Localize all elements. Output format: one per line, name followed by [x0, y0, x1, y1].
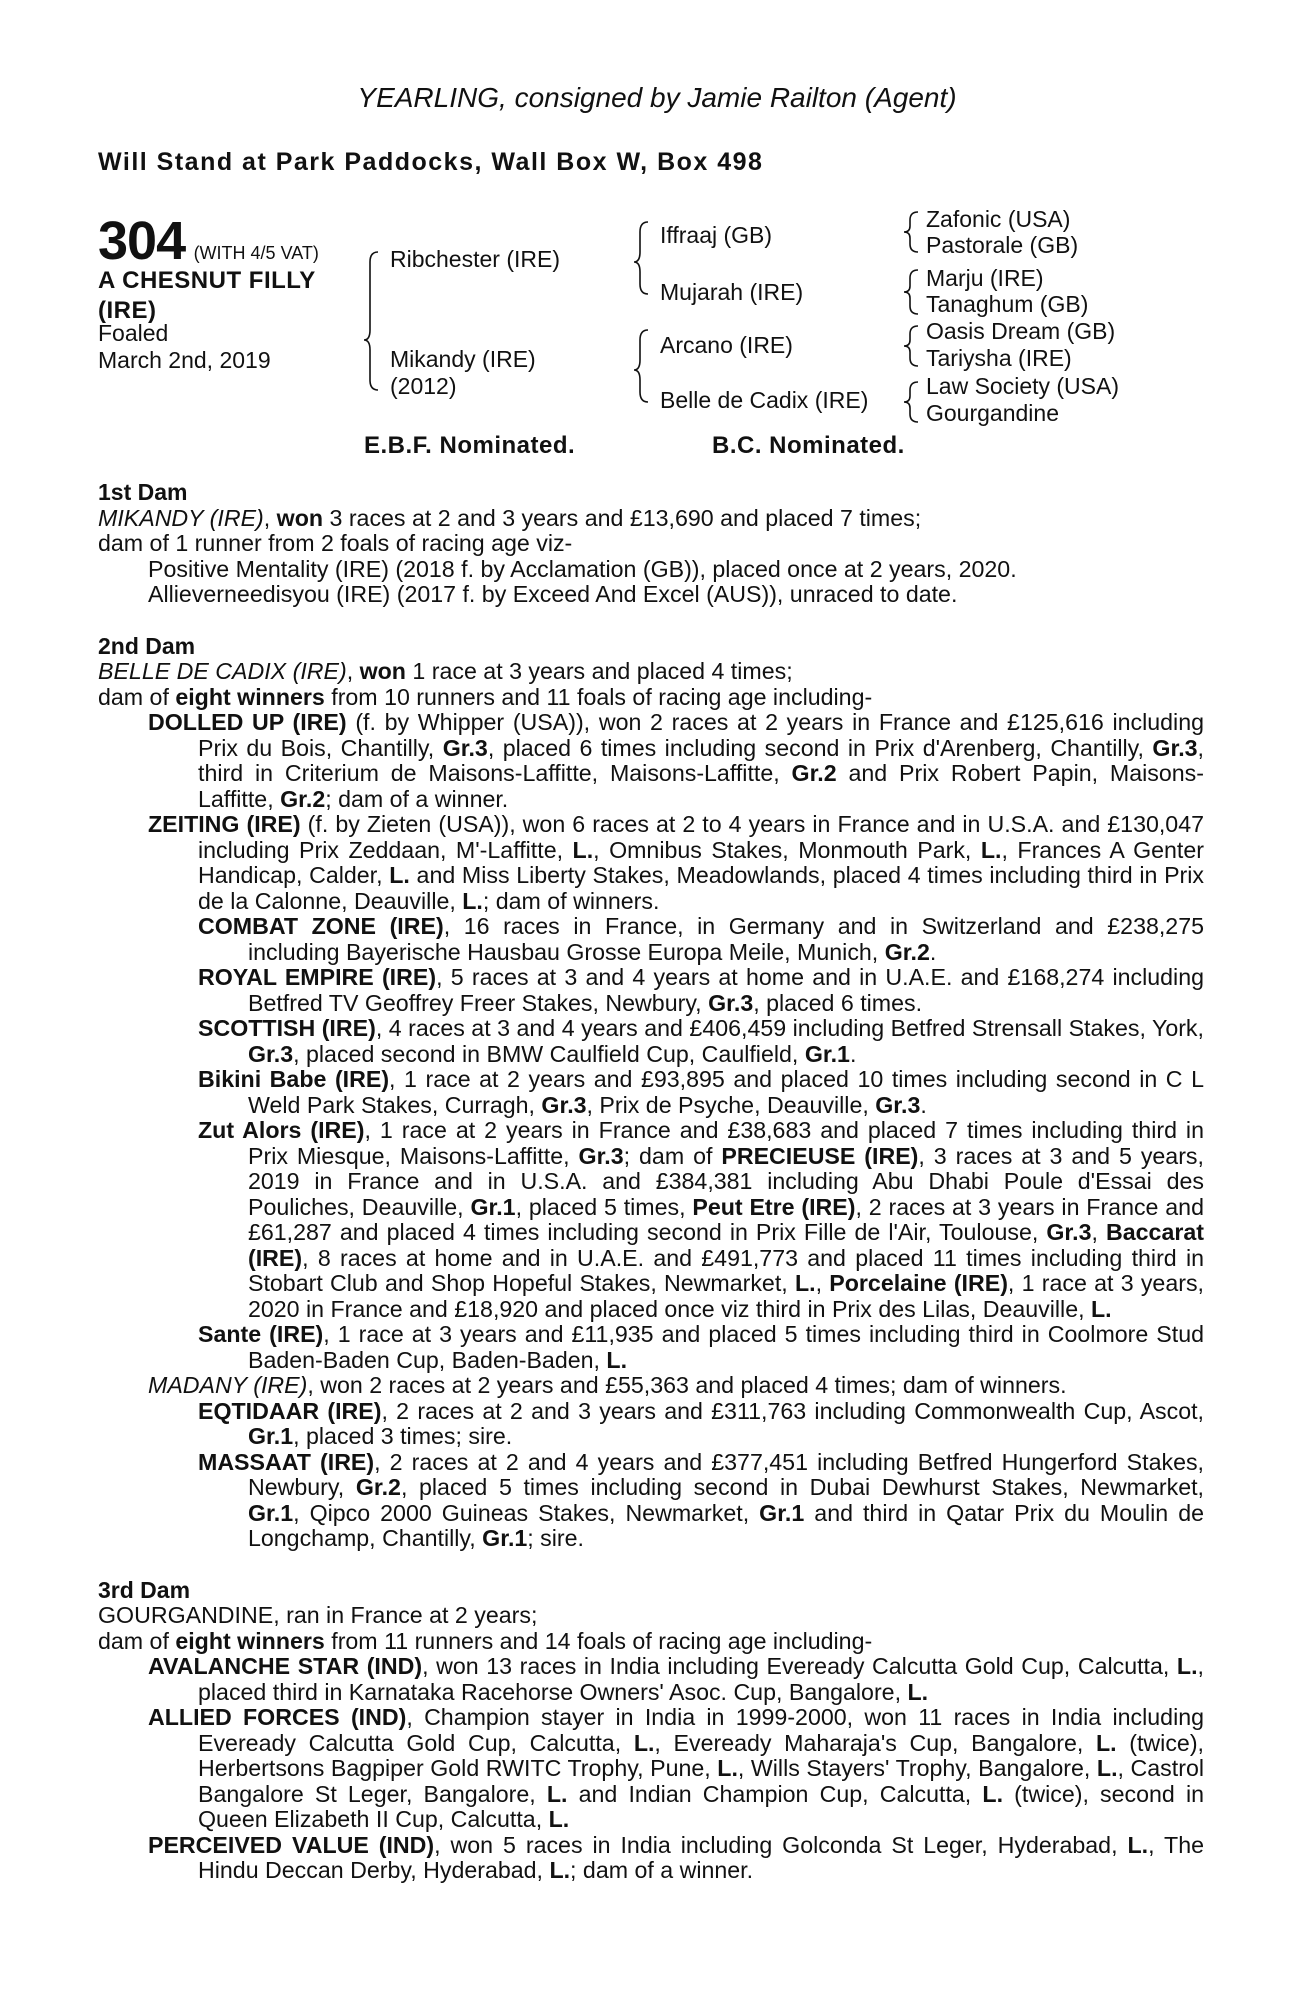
first-dam-won: won	[276, 504, 324, 531]
ggp-1: Zafonic (USA)	[926, 206, 1071, 232]
third-dam-record: GOURGANDINE, ran in France at 2 years;	[98, 1602, 538, 1628]
vat-note: (WITH 4/5 VAT)	[193, 243, 319, 263]
first-dam-heading: 1st Dam	[98, 479, 188, 505]
ggp-3: Marju (IRE)	[926, 265, 1044, 291]
bracket-dam	[634, 330, 648, 402]
ggp-2: Pastorale (GB)	[926, 232, 1079, 258]
produce-zut-alors: Zut Alors (IRE), 1 race at 2 years in France and £38,683 and placed 7 times including third in Prix Miesque, Maisons-Laffitte, Gr.3; dam of PRECIEUSE (IRE), 3 races at 3 and 5 years, 2019 in France and in U.S.A. and £384,381 including Abu Dhabi Poule d'Essai des Pouliches, Deauville, Gr.1, placed 5 times, Peut Etre (IRE), 2 races at 3 years in France and £61,287 and placed 4 times including second in Prix Fille de l'Air, Toulouse, Gr.3, Baccarat (IRE), 8 races at home and in U.A.E. and £491,773 and placed 11 times including third in Stobart Club and Shop Hopeful Stakes, Newmarket, L., Porcelaine (IRE), 1 race at 3 years, 2020 in France and £18,920 and placed once viz third in Prix des Lilas, Deauville, L.	[198, 1117, 1204, 1322]
dam-dam-name: Belle de Cadix (IRE)	[660, 387, 869, 413]
third-dam-heading: 3rd Dam	[98, 1576, 191, 1603]
first-dam-record: MIKANDY (IRE), won 3 races at 2 and 3 years and £13,690 and placed 7 times;	[98, 504, 922, 531]
lot-name-line2: (IRE)	[98, 297, 157, 324]
ggp-8: Gourgandine	[926, 400, 1059, 426]
produce-sante: Sante (IRE), 1 race at 3 years and £11,935 and placed 5 times including third in Coolmore Stud Baden-Baden Cup, Baden-Baden, L.	[198, 1321, 1204, 1373]
produce-dolled-up: DOLLED UP (IRE) (f. by Whipper (USA)), won 2 races at 2 years in France and £125,616 including Prix du Bois, Chantilly, Gr.3, placed 6 times including second in Prix d'Arenberg, Chantilly, Gr.3, third in Criterium de Maisons-Laffitte, Maisons-Laffitte, Gr.2 and Prix Robert Papin, Maisons-Laffitte, Gr.2; dam of a winner.	[148, 709, 1204, 812]
bracket-arcano	[904, 326, 918, 366]
ebf-nomination: E.B.F. Nominated.	[364, 432, 576, 459]
produce-avalanche-star: AVALANCHE STAR (IND), won 13 races in India including Eveready Calcutta Gold Cup, Calcutta, L., placed third in Karnataka Racehorse Owners' Asoc. Cup, Bangalore, L.	[148, 1653, 1204, 1705]
sire-dam-name: Mujarah (IRE)	[660, 279, 804, 305]
dam-sire-name: Arcano (IRE)	[660, 332, 793, 358]
ggp-7: Law Society (USA)	[926, 373, 1120, 399]
ggp-5: Oasis Dream (GB)	[926, 318, 1116, 344]
produce-perceived-value: PERCEIVED VALUE (IND), won 5 races in India including Golconda St Leger, Hyderabad, L., The Hindu Deccan Derby, Hyderabad, L.; dam of a winner.	[148, 1831, 1204, 1883]
first-dam-foal-2: Allieverneedisyou (IRE) (2017 f. by Exceed And Excel (AUS)), unraced to date.	[148, 581, 958, 607]
first-dam-produce: dam of 1 runner from 2 foals of racing age viz-	[98, 530, 573, 556]
bracket-mujarah	[904, 270, 918, 314]
produce-massaat: MASSAAT (IRE), 2 races at 2 and 4 years and £377,451 including Betfred Hungerford Stakes, Newbury, Gr.2, placed 5 times including second in Dubai Dewhurst Stakes, Newmarket, Gr.1, Qipco 2000 Guineas Stakes, Newmarket, Gr.1 and third in Qatar Prix du Moulin de Longchamp, Chantilly, Gr.1; sire.	[198, 1448, 1204, 1551]
produce-royal-empire: ROYAL EMPIRE (IRE), 5 races at 3 and 4 years at home and in U.A.E. and £168,274 including Betfred TV Geoffrey Freer Stakes, Newbury, Gr.3, placed 6 times.	[198, 964, 1204, 1016]
foaled-label: Foaled	[98, 320, 169, 346]
bracket-belle	[904, 382, 918, 422]
produce-madany: MADANY (IRE), won 2 races at 2 years and £55,363 and placed 4 times; dam of winners.	[148, 1372, 1067, 1398]
dam-year: (2012)	[390, 373, 457, 399]
produce-bikini-babe: Bikini Babe (IRE), 1 race at 2 years and £93,895 and placed 10 times including second in C L Weld Park Stakes, Curragh, Gr.3, Prix de Psyche, Deauville, Gr.3.	[198, 1066, 1204, 1118]
produce-allied-forces: ALLIED FORCES (IND), Champion stayer in India in 1999-2000, won 11 races in India including Eveready Calcutta Gold Cup, Calcutta, L., Eveready Maharaja's Cup, Bangalore, L. (twice), Herbertsons Bagpiper Gold RWITC Trophy, Pune, L., Wills Stayers' Trophy, Bangalore, L., Castrol Bangalore St Leger, Bangalore, L. and Indian Champion Cup, Calcutta, L. (twice), second in Queen Elizabeth II Cup, Calcutta, L.	[148, 1704, 1205, 1832]
second-dam-name: BELLE DE CADIX (IRE)	[98, 658, 347, 684]
dam-line-text	[98, 480, 1204, 1884]
bracket-sire	[634, 222, 648, 294]
lot-number: 304	[98, 211, 186, 271]
produce-zeiting: ZEITING (IRE) (f. by Zieten (USA)), won 6 races at 2 to 4 years in France and in U.S.A. and £130,047 including Prix Zeddaan, M'-Laffitte, L., Omnibus Stakes, Monmouth Park, L., Frances A Genter Handicap, Calder, L. and Miss Liberty Stakes, Meadowlands, placed 4 times including third in Prix de la Calonne, Deauville, L.; dam of winners.	[148, 811, 1205, 914]
ggp-4: Tanaghum (GB)	[926, 291, 1089, 317]
second-dam-heading: 2nd Dam	[98, 632, 196, 659]
bc-nomination: B.C. Nominated.	[712, 432, 905, 459]
bracket-iffraaj	[904, 212, 918, 252]
consignment-line: YEARLING, consigned by Jamie Railton (Agent)	[357, 82, 957, 113]
sire-name: Ribchester (IRE)	[390, 246, 560, 272]
bracket-sire-dam	[364, 252, 378, 390]
lot-name-line1: A CHESNUT FILLY	[98, 267, 316, 294]
ggp-6: Tariysha (IRE)	[926, 345, 1072, 371]
stable-location: Will Stand at Park Paddocks, Wall Box W, Box 498	[98, 148, 764, 176]
second-dam-record: BELLE DE CADIX (IRE), won 1 race at 3 years and placed 4 times;	[98, 658, 793, 684]
third-dam-produce: dam of eight winners from 11 runners and 14 foals of racing age including-	[98, 1627, 873, 1654]
first-dam-name: MIKANDY (IRE)	[98, 504, 264, 531]
foaled-date: March 2nd, 2019	[98, 347, 271, 373]
dam-name: Mikandy (IRE)	[390, 346, 536, 372]
produce-eqtidaar: EQTIDAAR (IRE), 2 races at 2 and 3 years and £311,763 including Commonwealth Cup, Ascot, Gr.1, placed 3 times; sire.	[198, 1397, 1204, 1449]
sire-sire-name: Iffraaj (GB)	[660, 222, 773, 248]
second-dam-produce: dam of eight winners from 10 runners and 11 foals of racing age including-	[98, 683, 873, 710]
produce-combat-zone: COMBAT ZONE (IRE), 16 races in France, in Germany and in Switzerland and £238,275 including Bayerische Hausbau Grosse Europa Meile, Munich, Gr.2.	[198, 913, 1204, 965]
produce-scottish: SCOTTISH (IRE), 4 races at 3 and 4 years and £406,459 including Betfred Strensall Stakes, York, Gr.3, placed second in BMW Caulfield Cup, Caulfield, Gr.1.	[198, 1015, 1204, 1067]
first-dam-foal-1: Positive Mentality (IRE) (2018 f. by Acclamation (GB)), placed once at 2 years, 2020.	[148, 555, 1017, 582]
